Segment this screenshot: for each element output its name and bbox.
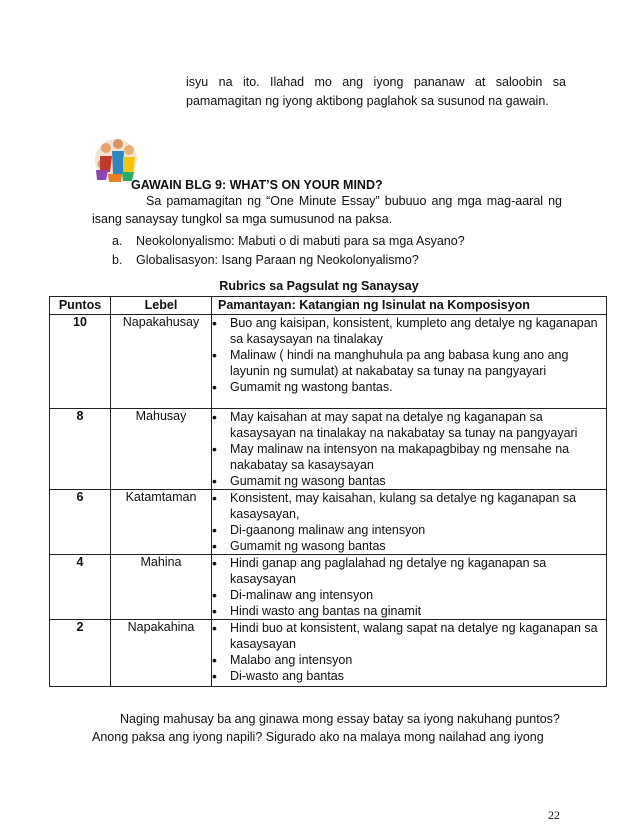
header-points: Puntos [50,297,111,315]
topic-letter: a. [112,234,123,248]
criteria-item: • Malabo ang intensyon [230,652,602,668]
criteria-item: • Hindi wasto ang bantas na ginamit [230,603,602,619]
closing-paragraph [92,710,572,746]
table-row [50,490,607,555]
criteria-item: • Hindi ganap ang paglalahad ng detalye ng kaganapan sa kasaysayan [230,555,602,587]
intro-paragraph [186,73,566,111]
criteria-item: • Gumamit ng wasong bantas [230,538,602,554]
row-criteria [212,490,607,555]
row-points: 2 [50,620,111,687]
topic-text: Globalisasyon: Isang Paraan ng Neokolonyalismo? [136,253,419,267]
topic-text: Neokolonyalismo: Mabuti o di mabuti para sa mga Asyano? [136,234,465,248]
intro-line-1: isyu na ito. Ilahad mo ang iyong pananaw at saloobin sa [186,75,566,89]
intro-line-2: pamamagitan ng iyong aktibong paglahok sa susunod na gawain. [186,94,549,108]
closing-line-2: Anong paksa ang iyong napili? Sigurado ako na malaya mong nailahad ang iyong [92,730,544,744]
criteria-item: • Di-malinaw ang intensyon [230,587,602,603]
row-points: 10 [50,315,111,409]
criteria-item: • May kaisahan at may sapat na detalye ng kaganapan sa kasaysayan na tinalakay na nakabatay sa tunay na pangyayari [230,409,602,441]
criteria-item: • Gumamit ng wastong bantas. [230,379,602,395]
rubric-table [49,296,607,687]
criteria-item: • Di-wasto ang bantas [230,668,602,684]
table-row [50,315,607,409]
page-number: 22 [548,808,560,822]
row-level: Mahusay [111,409,212,490]
criteria-item: • Di-gaanong malinaw ang intensyon [230,522,602,538]
criteria-item: • May malinaw na intensyon na makapagbibay ng mensahe na nakabatay sa kasaysayan [230,441,602,473]
criteria-item: • Malinaw ( hindi na manghuhula pa ang babasa kung ano ang layunin ng sumulat) at nakabatay sa tunay na pangyayari [230,347,602,379]
row-points: 6 [50,490,111,555]
table-row [50,555,607,620]
closing-line-1: Naging mahusay ba ang ginawa mong essay batay sa iyong nakuhang puntos? [120,712,560,726]
criteria-item: • Gumamit ng wasong bantas [230,473,602,489]
criteria-item: • Konsistent, may kaisahan, kulang sa detalye ng kaganapan sa kasaysayan, [230,490,602,522]
table-header-row [50,297,607,315]
row-points: 4 [50,555,111,620]
row-criteria [212,409,607,490]
header-criteria: Pamantayan: Katangian ng Isinulat na Komposisyon [212,297,607,315]
topic-item [112,232,465,251]
rubric-title: Rubrics sa Pagsulat ng Sanaysay [219,279,419,293]
activity-instructions [92,192,562,228]
activity-line-1: Sa pamamagitan ng “One Minute Essay” bubuuo ang mga mag-aaral ng [146,194,562,208]
row-level: Mahina [111,555,212,620]
table-row [50,409,607,490]
header-level: Lebel [111,297,212,315]
topic-item [112,251,465,270]
topic-list [112,232,465,270]
row-points: 8 [50,409,111,490]
criteria-item: • Hindi buo at konsistent, walang sapat na detalye ng kaganapan sa kasaysayan [230,620,602,652]
topic-letter: b. [112,253,123,267]
row-level: Katamtaman [111,490,212,555]
row-criteria [212,555,607,620]
table-row [50,620,607,687]
criteria-item: • Buo ang kaisipan, konsistent, kumpleto ang detalye ng kaganapan sa kasaysayan na tinalakay [230,315,602,347]
row-level: Napakahusay [111,315,212,409]
row-level: Napakahina [111,620,212,687]
row-criteria [212,620,607,687]
row-criteria [212,315,607,409]
activity-line-2: isang sanaysay tungkol sa mga sumusunod na paksa. [92,212,393,226]
activity-title: GAWAIN BLG 9: WHAT’S ON YOUR MIND? [131,178,383,192]
